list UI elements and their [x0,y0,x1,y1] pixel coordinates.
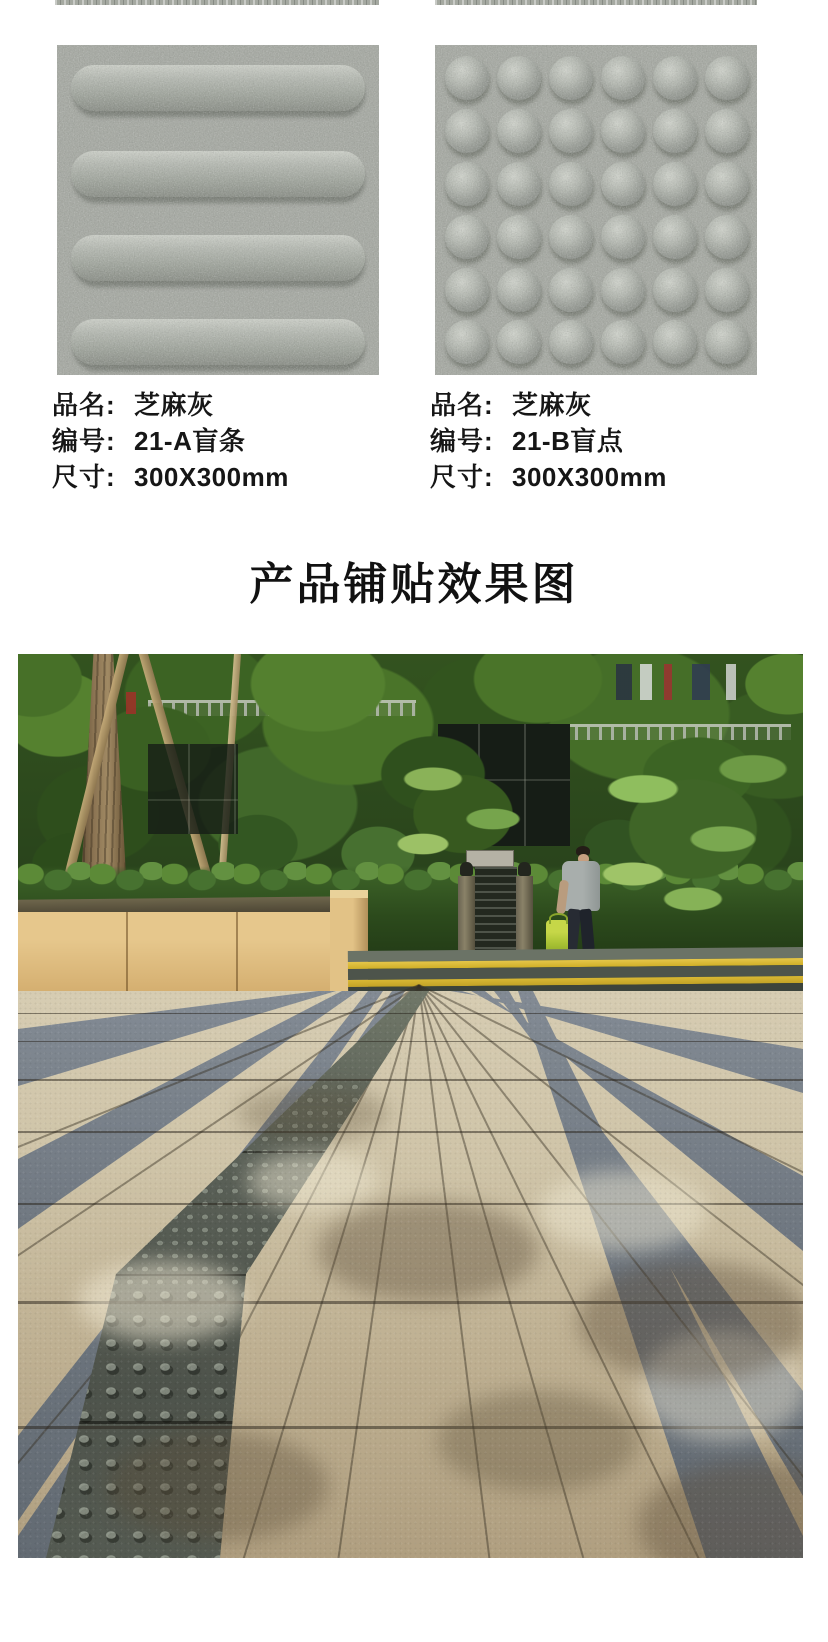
spec-label: 品名: [430,390,494,420]
product-specs-21a [52,387,379,495]
pavement-gray-stripe [18,991,803,1558]
section-title: 产品铺贴效果图 [249,560,579,609]
tree-shadow [108,1431,328,1541]
tile-joint-line [18,1013,803,1014]
tree-shadow [318,1201,538,1301]
pavement-gray-stripe [18,991,803,1558]
sunlight-patch [638,1331,803,1441]
spec-label: 编号: [52,426,116,456]
tree-shadow [438,1391,638,1491]
sunlight-patch [538,1171,708,1251]
tile-joint-line [418,985,596,1558]
product-image-bar-tile [57,45,379,375]
pavement-gray-stripe [18,991,803,1558]
tactile-tile-joint [18,1421,803,1424]
pavement-gray-stripe [18,991,803,1558]
bottom-margin [0,1558,828,1642]
tile-joint-line [18,1426,803,1429]
tile-joint-line [418,984,803,1380]
spec-label: 品名: [52,390,116,420]
spec-row-name [52,387,379,423]
product-size: 300X300mm [134,462,289,492]
pavement-gray-stripe [18,991,803,1558]
entrance-gate [475,867,517,959]
tree-shadow [238,1086,388,1141]
product-name: 芝麻灰 [512,390,592,420]
product-size: 300X300mm [512,462,667,492]
tile-joint-line [128,985,420,1556]
tile-joint-line [231,985,420,1558]
tile-joint-line [418,985,498,1558]
spec-label: 尺寸: [52,462,116,492]
building-window [148,744,238,834]
tactile-dot-path [18,991,803,1558]
plaza-pavement [18,991,803,1558]
spec-row-name [430,387,757,423]
tile-joint-line [18,1301,803,1304]
tree-shadow [638,1461,803,1558]
tree-shadow [578,1261,803,1381]
pavement-gray-stripe [18,991,803,1558]
tactile-dots-near [18,1286,803,1558]
tactile-tile-joint [18,1274,803,1276]
sunlight-patch [248,1151,378,1211]
installation-photo [18,654,803,1558]
tactile-tile-joint [18,1151,803,1153]
spec-row-size [430,459,757,495]
tile-joint-line [18,984,419,1226]
spec-row-size [52,459,379,495]
pedestrian-leg [579,909,595,952]
pavement-gray-stripe [18,991,803,1558]
top-cutoff-tile-strip-right [435,0,757,5]
tile-joint-line [418,984,803,1490]
spec-row-code [430,423,757,459]
tile-joint-line [18,1203,803,1205]
spec-label: 编号: [430,426,494,456]
product-code: 21-A盲条 [134,426,246,456]
tile-joint-line [18,1131,803,1133]
tile-joint-line [18,984,420,1344]
gate-lintel-sign [466,850,514,867]
tile-joint-line [419,984,803,1266]
spec-row-code [52,423,379,459]
tile-joint-line [418,985,700,1558]
tile-joint-line [329,985,420,1558]
product-image-dot-tile [435,45,757,375]
sunlight-patch [78,1261,248,1341]
top-cutoff-tile-strip-left [55,0,379,5]
red-cloth-on-trunk [126,692,136,714]
tactile-dots-far [18,1081,803,1286]
product-card-21a [52,45,379,495]
spec-label: 尺寸: [430,462,494,492]
product-card-21b [430,45,757,495]
tile-joint-line [18,984,420,1476]
product-code: 21-B盲点 [512,426,624,456]
tile-joint-line [18,1079,803,1081]
product-specs-21b [430,387,757,495]
product-name: 芝麻灰 [134,390,214,420]
pavement-gray-stripe [18,991,803,1558]
tile-joint-line [18,1041,803,1042]
